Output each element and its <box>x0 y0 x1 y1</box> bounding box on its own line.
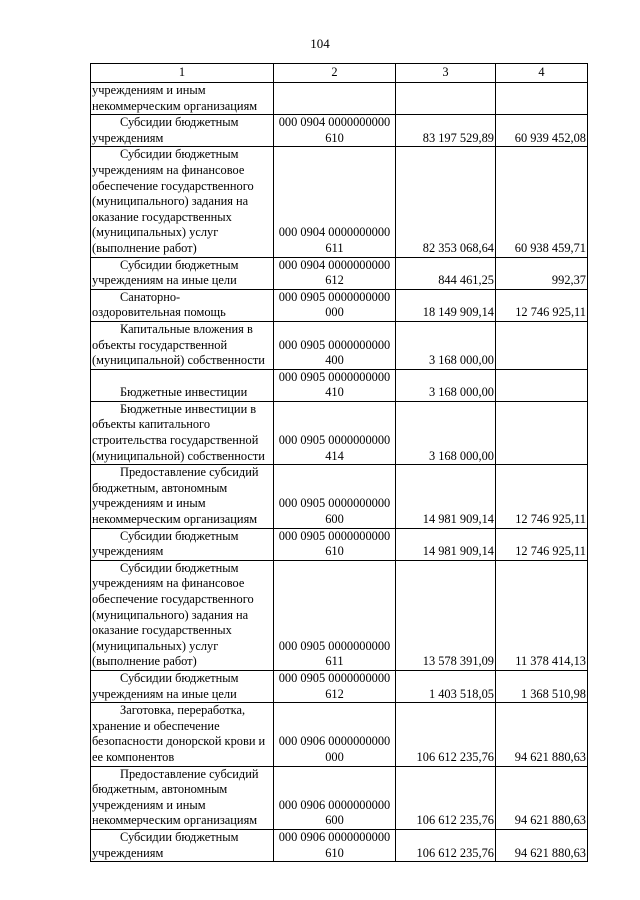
column-header-1: 1 <box>91 64 274 83</box>
row-amount-col3: 3 168 000,00 <box>396 369 496 401</box>
row-amount-col3: 14 981 909,14 <box>396 528 496 560</box>
column-header-4: 4 <box>496 64 588 83</box>
row-name-cell <box>91 465 274 528</box>
row-amount-col4: 1 368 510,98 <box>496 670 588 702</box>
row-code: 000 0906 0000000000 610 <box>274 829 396 861</box>
table-row <box>91 257 588 289</box>
row-code: 000 0905 0000000000 610 <box>274 528 396 560</box>
row-code: 000 0905 0000000000 600 <box>274 465 396 528</box>
table-row <box>91 703 588 766</box>
row-amount-col3: 14 981 909,14 <box>396 465 496 528</box>
row-name: Субсидии бюджетным учреждениям <box>92 115 239 145</box>
row-amount-col3: 18 149 909,14 <box>396 289 496 321</box>
table-row <box>91 369 588 401</box>
row-name: Предоставление субсидий бюджетным, автономным учреждениям и иным некоммерческим организациям <box>92 465 259 527</box>
row-code: 000 0906 0000000000 600 <box>274 766 396 829</box>
row-name-cell <box>91 321 274 369</box>
row-name: Предоставление субсидий бюджетным, автономным учреждениям и иным некоммерческим организациям <box>92 766 259 828</box>
row-name-cell <box>91 703 274 766</box>
row-amount-col3: 1 403 518,05 <box>396 670 496 702</box>
row-code: 000 0904 0000000000 611 <box>274 147 396 257</box>
table-row <box>91 401 588 464</box>
row-code: 000 0904 0000000000 612 <box>274 257 396 289</box>
column-header-3: 3 <box>396 64 496 83</box>
row-name: Субсидии бюджетным учреждениям на иные цели <box>92 257 239 288</box>
row-name-cell <box>91 115 274 147</box>
row-name: Бюджетные инвестиции в объекты капитального строительства государственной (муниципальной) собственности <box>92 401 265 463</box>
row-name: Субсидии бюджетным учреждениям на иные цели <box>92 670 239 701</box>
page-number: 104 <box>310 36 330 51</box>
row-code: 000 0905 0000000000 410 <box>274 369 396 401</box>
row-name-cell <box>91 369 274 401</box>
row-name: Субсидии бюджетным учреждениям на финансовое обеспечение государственного (муниципального) задания на оказание государственных (муниципальных) услуг (выполнение работ) <box>92 560 254 669</box>
row-name: Санаторно- оздоровительная помощь <box>92 289 226 320</box>
row-name-cell <box>91 147 274 257</box>
row-name-cell <box>91 670 274 702</box>
row-code: 000 0905 0000000000 000 <box>274 289 396 321</box>
row-code: 000 0904 0000000000 610 <box>274 115 396 147</box>
row-amount-col4 <box>496 83 588 115</box>
row-name: Капитальные вложения в объекты государственной (муниципальной) собственности <box>92 321 265 368</box>
row-code: 000 0905 0000000000 400 <box>274 321 396 369</box>
row-name-cell <box>91 83 274 115</box>
row-code <box>274 83 396 115</box>
row-name-cell <box>91 289 274 321</box>
row-amount-col3: 82 353 068,64 <box>396 147 496 257</box>
row-amount-col4: 94 621 880,63 <box>496 766 588 829</box>
row-amount-col4: 60 938 459,71 <box>496 147 588 257</box>
table-row <box>91 115 588 147</box>
column-header-2: 2 <box>274 64 396 83</box>
table-row <box>91 560 588 670</box>
row-name-cell <box>91 257 274 289</box>
table-row <box>91 321 588 369</box>
table-row <box>91 147 588 257</box>
row-amount-col3: 106 612 235,76 <box>396 703 496 766</box>
row-name-cell <box>91 766 274 829</box>
row-amount-col4: 12 746 925,11 <box>496 289 588 321</box>
table-header-row <box>91 64 588 83</box>
row-code: 000 0905 0000000000 611 <box>274 560 396 670</box>
table-row <box>91 766 588 829</box>
row-name: Бюджетные инвестиции <box>120 385 248 400</box>
row-name-cell <box>91 528 274 560</box>
row-name: учреждениям и иным некоммерческим организациям <box>92 83 258 113</box>
row-amount-col4: 60 939 452,08 <box>496 115 588 147</box>
table-row <box>91 670 588 702</box>
row-amount-col4: 12 746 925,11 <box>496 465 588 528</box>
row-amount-col4: 12 746 925,11 <box>496 528 588 560</box>
row-amount-col3: 83 197 529,89 <box>396 115 496 147</box>
row-name: Субсидии бюджетным учреждениям на финансовое обеспечение государственного (муниципального) задания на оказание государственных (муниципальных) услуг (выполнение работ) <box>92 147 254 255</box>
budget-table <box>90 63 588 862</box>
row-amount-col3: 844 461,25 <box>396 257 496 289</box>
row-code: 000 0905 0000000000 612 <box>274 670 396 702</box>
row-amount-col4: 94 621 880,63 <box>496 829 588 861</box>
row-name: Заготовка, переработка, хранение и обеспечение безопасности донорской крови и ее компонентов <box>92 703 266 764</box>
row-amount-col3 <box>396 83 496 115</box>
table-row <box>91 289 588 321</box>
row-code: 000 0905 0000000000 414 <box>274 401 396 464</box>
row-amount-col4: 992,37 <box>496 257 588 289</box>
row-name: Субсидии бюджетным учреждениям <box>92 528 239 559</box>
row-amount-col4 <box>496 401 588 464</box>
table-row <box>91 83 588 115</box>
row-amount-col3: 3 168 000,00 <box>396 401 496 464</box>
row-name: Субсидии бюджетным учреждениям <box>92 829 239 860</box>
row-amount-col4 <box>496 321 588 369</box>
table-row <box>91 465 588 528</box>
row-name-cell <box>91 401 274 464</box>
row-amount-col4 <box>496 369 588 401</box>
row-amount-col4: 94 621 880,63 <box>496 703 588 766</box>
table-row <box>91 528 588 560</box>
table-body <box>91 83 588 862</box>
table-row <box>91 829 588 861</box>
row-amount-col3: 106 612 235,76 <box>396 766 496 829</box>
row-name-cell <box>91 829 274 861</box>
row-code: 000 0906 0000000000 000 <box>274 703 396 766</box>
row-amount-col3: 106 612 235,76 <box>396 829 496 861</box>
row-name-cell <box>91 560 274 670</box>
row-amount-col3: 3 168 000,00 <box>396 321 496 369</box>
row-amount-col3: 13 578 391,09 <box>396 560 496 670</box>
row-amount-col4: 11 378 414,13 <box>496 560 588 670</box>
